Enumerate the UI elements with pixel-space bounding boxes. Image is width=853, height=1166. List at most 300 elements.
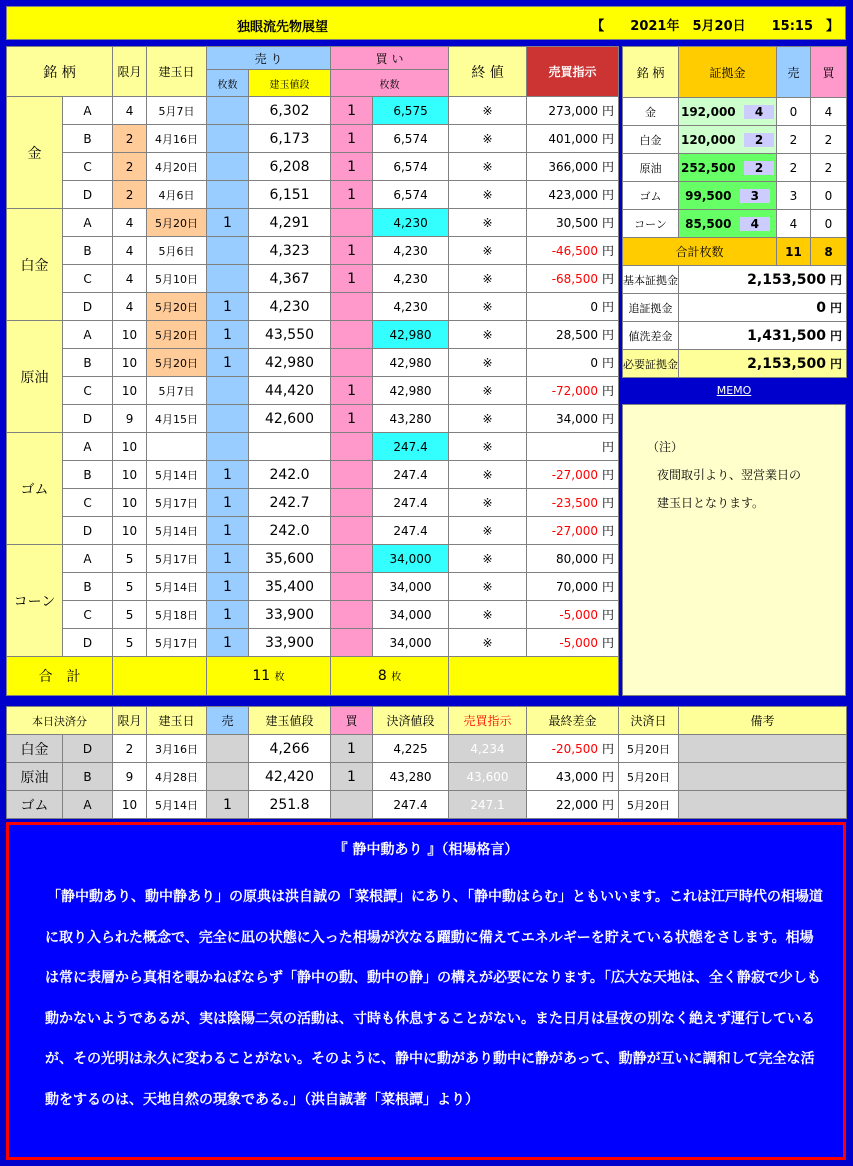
title-bar	[6, 6, 846, 40]
margin-total-buy: 8	[811, 238, 847, 266]
contract-code: B	[63, 237, 113, 265]
mark-to-market: 34,000 円	[527, 405, 619, 433]
settle-header-signal: 売買指示	[449, 707, 527, 735]
header-sell: 売 り	[207, 47, 331, 70]
memo-title[interactable]: MEMO	[622, 380, 846, 402]
table-row	[7, 209, 619, 237]
mark-to-market: -27,000 円	[527, 461, 619, 489]
position-date: 4月15日	[147, 405, 207, 433]
table-row	[7, 349, 619, 377]
header-month: 限月	[113, 47, 147, 97]
mark-to-market: -23,500 円	[527, 489, 619, 517]
table-row	[7, 377, 619, 405]
position-date: 4月20日	[147, 153, 207, 181]
contract-code: B	[63, 349, 113, 377]
mark-to-market: 円	[527, 433, 619, 461]
settle-buy	[331, 791, 373, 819]
close-price: 247.4	[373, 433, 449, 461]
positions-table	[6, 46, 619, 696]
table-row	[7, 97, 619, 125]
header-name: 銘 柄	[7, 47, 113, 97]
buy-count: 1	[331, 265, 373, 293]
position-date: 5月7日	[147, 377, 207, 405]
table-row	[7, 405, 619, 433]
settle-row	[7, 735, 847, 763]
close-price: 34,000	[373, 573, 449, 601]
sell-count	[207, 181, 249, 209]
contract-code: C	[63, 601, 113, 629]
contract-month: 4	[113, 293, 147, 321]
close-price: 247.4	[373, 517, 449, 545]
signal: ※	[449, 433, 527, 461]
signal: ※	[449, 573, 527, 601]
buy-count	[331, 293, 373, 321]
signal: ※	[449, 153, 527, 181]
signal: ※	[449, 377, 527, 405]
contract-month: 9	[113, 405, 147, 433]
proverb-box	[6, 822, 846, 1160]
proverb-body: 「静中動あり、動中静あり」の原典は洪自誠の「菜根譚」にあり、「静中動はらむ」ともいいます。これは江戸時代の相場道に取り入られた概念で、完全に凪の状態に入った相場が次なる躍動に備えてエネルギーを貯えている状態をさします。相場は常に表層から真相を覗かねばならず「静中の動、動中の静」の構えが必要になります。「広大な天地は、全く静寂で少しも動かないようであるが、実は陰陽二気の活動は、寸時も休息することがない。また日月は昼夜の別なく絶えず運行しているが、その光明は永久に変わることがない。そのように、静中に動があり動中に静があって、動静が互いに調和して完全な活動をするのは、天地自然の現象である。」（洪自誠著「菜根譚」より）	[45, 889, 823, 1108]
position-date: 5月6日	[147, 237, 207, 265]
settle-header-label: 本日決済分	[7, 707, 113, 735]
summary-label: 必要証拠金	[623, 350, 679, 378]
signal: ※	[449, 489, 527, 517]
table-row	[7, 153, 619, 181]
header-price: 建玉値段	[249, 70, 331, 97]
summary-value: 2,153,500 円	[679, 266, 847, 294]
margin-total-sell: 11	[777, 238, 811, 266]
table-row	[7, 545, 619, 573]
close-price: 4,230	[373, 209, 449, 237]
position-price: 43,550	[249, 321, 331, 349]
position-price: 242.0	[249, 461, 331, 489]
settle-close: 4,225	[373, 735, 449, 763]
buy-count: 1	[331, 125, 373, 153]
contract-code: C	[63, 265, 113, 293]
table-row	[7, 573, 619, 601]
commodity-name: ゴム	[7, 433, 63, 545]
total-buy: 8 枚	[331, 657, 449, 696]
close-price: 6,574	[373, 153, 449, 181]
settle-close: 247.4	[373, 791, 449, 819]
margin-amount: 120,000 2	[679, 126, 777, 154]
position-price: 242.7	[249, 489, 331, 517]
signal: ※	[449, 293, 527, 321]
margin-amount: 192,000 4	[679, 98, 777, 126]
position-date: 5月20日	[147, 293, 207, 321]
close-price: 34,000	[373, 545, 449, 573]
close-price: 4,230	[373, 265, 449, 293]
margin-amount: 99,500 3	[679, 182, 777, 210]
buy-count: 1	[331, 237, 373, 265]
header-close: 終 値	[449, 47, 527, 97]
mark-to-market: 401,000 円	[527, 125, 619, 153]
settle-diff: -20,500 円	[527, 735, 619, 763]
contract-month: 10	[113, 321, 147, 349]
close-price: 42,980	[373, 349, 449, 377]
mark-to-market: 30,500 円	[527, 209, 619, 237]
summary-label: 値洗差金	[623, 322, 679, 350]
position-price: 35,600	[249, 545, 331, 573]
header-signal: 売買指示	[527, 47, 619, 97]
contract-code: A	[63, 321, 113, 349]
margin-buy: 0	[811, 182, 847, 210]
sell-count	[207, 97, 249, 125]
table-row	[7, 629, 619, 657]
signal: ※	[449, 97, 527, 125]
margin-sell: 4	[777, 210, 811, 238]
contract-code: A	[63, 433, 113, 461]
position-date: 5月18日	[147, 601, 207, 629]
settle-signal: 4,234	[449, 735, 527, 763]
position-price: 4,323	[249, 237, 331, 265]
settle-commodity: 原油	[7, 763, 63, 791]
contract-month: 10	[113, 461, 147, 489]
memo-line: （注）	[647, 440, 684, 454]
table-row	[7, 321, 619, 349]
position-date: 5月14日	[147, 517, 207, 545]
mark-to-market: 70,000 円	[527, 573, 619, 601]
margin-header-sell: 売	[777, 47, 811, 98]
buy-count	[331, 601, 373, 629]
contract-month: 10	[113, 489, 147, 517]
close-price: 34,000	[373, 601, 449, 629]
settle-header-sell: 売	[207, 707, 249, 735]
mark-to-market: 423,000 円	[527, 181, 619, 209]
margin-summary-row	[623, 322, 847, 350]
settle-price: 42,420	[249, 763, 331, 791]
commodity-name: コーン	[7, 545, 63, 657]
mark-to-market: 366,000 円	[527, 153, 619, 181]
sell-count	[207, 377, 249, 405]
margin-header-buy: 買	[811, 47, 847, 98]
settle-code: A	[63, 791, 113, 819]
sell-count: 1	[207, 573, 249, 601]
contract-month: 2	[113, 181, 147, 209]
settle-header-month: 限月	[113, 707, 147, 735]
settle-note	[679, 791, 847, 819]
memo-line: 建玉日となります。	[657, 496, 765, 510]
close-price: 34,000	[373, 629, 449, 657]
signal: ※	[449, 545, 527, 573]
table-row	[7, 265, 619, 293]
settle-settle-date: 5月20日	[619, 763, 679, 791]
settle-price: 251.8	[249, 791, 331, 819]
contract-code: A	[63, 97, 113, 125]
contract-code: D	[63, 629, 113, 657]
signal: ※	[449, 237, 527, 265]
total-sell: 11 枚	[207, 657, 331, 696]
sell-count: 1	[207, 321, 249, 349]
report-datetime: 【 2021年 5月20日 15:15 】	[591, 19, 839, 34]
contract-code: B	[63, 573, 113, 601]
settle-diff: 22,000 円	[527, 791, 619, 819]
margin-sell: 3	[777, 182, 811, 210]
signal: ※	[449, 405, 527, 433]
settle-commodity: 白金	[7, 735, 63, 763]
summary-label: 基本証拠金	[623, 266, 679, 294]
summary-label: 追証拠金	[623, 294, 679, 322]
table-row	[7, 601, 619, 629]
settle-header-buy: 買	[331, 707, 373, 735]
position-date: 5月17日	[147, 629, 207, 657]
buy-count	[331, 433, 373, 461]
settle-buy: 1	[331, 735, 373, 763]
buy-count	[331, 209, 373, 237]
table-row	[7, 125, 619, 153]
mark-to-market: 0 円	[527, 293, 619, 321]
sell-count	[207, 153, 249, 181]
commodity-name: 原油	[7, 321, 63, 433]
contract-month: 4	[113, 209, 147, 237]
mark-to-market: -46,500 円	[527, 237, 619, 265]
close-price: 6,574	[373, 181, 449, 209]
close-price: 4,230	[373, 293, 449, 321]
margin-row	[623, 126, 847, 154]
settle-date: 5月14日	[147, 791, 207, 819]
buy-count	[331, 321, 373, 349]
contract-month: 4	[113, 265, 147, 293]
position-date: 5月10日	[147, 265, 207, 293]
position-price: 6,151	[249, 181, 331, 209]
margin-amount: 252,500 2	[679, 154, 777, 182]
contract-month: 2	[113, 125, 147, 153]
settle-month: 10	[113, 791, 147, 819]
mark-to-market: 80,000 円	[527, 545, 619, 573]
margin-row	[623, 182, 847, 210]
mark-to-market: 0 円	[527, 349, 619, 377]
close-price: 42,980	[373, 321, 449, 349]
position-price: 33,900	[249, 601, 331, 629]
margin-summary-row	[623, 266, 847, 294]
contract-code: B	[63, 125, 113, 153]
sell-count: 1	[207, 545, 249, 573]
sell-count: 1	[207, 517, 249, 545]
buy-count	[331, 545, 373, 573]
sell-count: 1	[207, 293, 249, 321]
close-price: 247.4	[373, 489, 449, 517]
contract-code: D	[63, 181, 113, 209]
contract-month: 2	[113, 153, 147, 181]
settle-month: 9	[113, 763, 147, 791]
margin-sell: 2	[777, 126, 811, 154]
settle-sell: 1	[207, 791, 249, 819]
table-row	[7, 461, 619, 489]
summary-value: 1,431,500 円	[679, 322, 847, 350]
settle-header-settle-price: 決済値段	[373, 707, 449, 735]
sell-count: 1	[207, 349, 249, 377]
settle-row	[7, 791, 847, 819]
contract-month: 5	[113, 629, 147, 657]
margin-buy: 4	[811, 98, 847, 126]
signal: ※	[449, 265, 527, 293]
settle-diff: 43,000 円	[527, 763, 619, 791]
settle-settle-date: 5月20日	[619, 735, 679, 763]
settle-row	[7, 763, 847, 791]
settle-header-diff: 最終差金	[527, 707, 619, 735]
settle-header-price: 建玉値段	[249, 707, 331, 735]
settle-date: 4月28日	[147, 763, 207, 791]
margin-amount: 85,500 4	[679, 210, 777, 238]
signal: ※	[449, 517, 527, 545]
contract-code: D	[63, 405, 113, 433]
mark-to-market: -5,000 円	[527, 601, 619, 629]
contract-month: 5	[113, 573, 147, 601]
position-date: 5月14日	[147, 461, 207, 489]
close-price: 42,980	[373, 377, 449, 405]
contract-code: D	[63, 293, 113, 321]
position-date: 5月20日	[147, 349, 207, 377]
margin-header-name: 銘 柄	[623, 47, 679, 98]
close-price: 43,280	[373, 405, 449, 433]
position-date: 5月17日	[147, 545, 207, 573]
header-sell-count: 枚数	[207, 70, 249, 97]
margin-total-row	[623, 238, 847, 266]
position-date: 5月17日	[147, 489, 207, 517]
memo-line: 夜間取引より、翌営業日の	[657, 468, 802, 482]
margin-table	[622, 46, 847, 378]
sell-count	[207, 433, 249, 461]
table-row	[7, 517, 619, 545]
mark-to-market: -72,000 円	[527, 377, 619, 405]
contract-code: B	[63, 461, 113, 489]
margin-commodity: 原油	[623, 154, 679, 182]
signal: ※	[449, 181, 527, 209]
position-price: 4,291	[249, 209, 331, 237]
settle-header-note: 備考	[679, 707, 847, 735]
contract-code: C	[63, 489, 113, 517]
buy-count: 1	[331, 377, 373, 405]
contract-month: 5	[113, 601, 147, 629]
settle-signal: 247.1	[449, 791, 527, 819]
buy-count: 1	[331, 153, 373, 181]
settle-code: B	[63, 763, 113, 791]
settle-buy: 1	[331, 763, 373, 791]
contract-month: 5	[113, 545, 147, 573]
position-price: 35,400	[249, 573, 331, 601]
buy-count	[331, 489, 373, 517]
contract-month: 10	[113, 433, 147, 461]
position-price: 42,600	[249, 405, 331, 433]
position-price	[249, 433, 331, 461]
sell-count: 1	[207, 209, 249, 237]
buy-count: 1	[331, 97, 373, 125]
table-row	[7, 293, 619, 321]
settle-code: D	[63, 735, 113, 763]
contract-code: A	[63, 545, 113, 573]
position-date: 5月20日	[147, 209, 207, 237]
mark-to-market: -5,000 円	[527, 629, 619, 657]
position-price: 42,980	[249, 349, 331, 377]
sell-count	[207, 237, 249, 265]
header-buy-count: 枚数	[331, 70, 449, 97]
signal: ※	[449, 209, 527, 237]
buy-count	[331, 629, 373, 657]
signal: ※	[449, 601, 527, 629]
table-row	[7, 237, 619, 265]
page-title: 独眼流先物展望	[237, 20, 329, 35]
margin-sell: 2	[777, 154, 811, 182]
mark-to-market: -68,500 円	[527, 265, 619, 293]
settle-close: 43,280	[373, 763, 449, 791]
settle-header-settle-date: 決済日	[619, 707, 679, 735]
mark-to-market: 28,500 円	[527, 321, 619, 349]
table-row	[7, 489, 619, 517]
summary-value: 0 円	[679, 294, 847, 322]
position-price: 6,173	[249, 125, 331, 153]
margin-buy: 0	[811, 210, 847, 238]
contract-month: 4	[113, 97, 147, 125]
buy-count: 1	[331, 405, 373, 433]
buy-count	[331, 517, 373, 545]
settle-month: 2	[113, 735, 147, 763]
table-row	[7, 433, 619, 461]
sell-count: 1	[207, 461, 249, 489]
margin-commodity: コーン	[623, 210, 679, 238]
close-price: 6,575	[373, 97, 449, 125]
header-date: 建玉日	[147, 47, 207, 97]
commodity-name: 白金	[7, 209, 63, 321]
total-label: 合 計	[7, 657, 113, 696]
position-price: 6,302	[249, 97, 331, 125]
sell-count: 1	[207, 629, 249, 657]
position-date: 5月20日	[147, 321, 207, 349]
margin-summary-row	[623, 294, 847, 322]
position-date: 5月14日	[147, 573, 207, 601]
commodity-name: 金	[7, 97, 63, 209]
margin-row	[623, 210, 847, 238]
close-price: 4,230	[373, 237, 449, 265]
position-date: 4月16日	[147, 125, 207, 153]
mark-to-market: -27,000 円	[527, 517, 619, 545]
margin-header-margin: 証拠金	[679, 47, 777, 98]
sell-count	[207, 265, 249, 293]
settle-note	[679, 735, 847, 763]
header-buy: 買 い	[331, 47, 449, 70]
buy-count	[331, 461, 373, 489]
sell-count: 1	[207, 489, 249, 517]
contract-code: D	[63, 517, 113, 545]
signal: ※	[449, 349, 527, 377]
sell-count	[207, 125, 249, 153]
table-row	[7, 181, 619, 209]
settle-sell	[207, 735, 249, 763]
sell-count	[207, 405, 249, 433]
settle-price: 4,266	[249, 735, 331, 763]
position-price: 44,420	[249, 377, 331, 405]
position-date: 5月7日	[147, 97, 207, 125]
contract-code: C	[63, 377, 113, 405]
proverb-title: 『 静中動あり 』（相場格言）	[333, 842, 519, 858]
margin-total-label: 合計枚数	[623, 238, 777, 266]
sell-count: 1	[207, 601, 249, 629]
close-price: 247.4	[373, 461, 449, 489]
margin-commodity: 白金	[623, 126, 679, 154]
buy-count	[331, 573, 373, 601]
settlement-table	[6, 706, 847, 819]
margin-sell: 0	[777, 98, 811, 126]
contract-month: 10	[113, 517, 147, 545]
margin-summary-row	[623, 350, 847, 378]
summary-value: 2,153,500 円	[679, 350, 847, 378]
signal: ※	[449, 125, 527, 153]
close-price: 6,574	[373, 125, 449, 153]
signal: ※	[449, 629, 527, 657]
margin-buy: 2	[811, 126, 847, 154]
contract-month: 10	[113, 349, 147, 377]
position-price: 4,367	[249, 265, 331, 293]
margin-commodity: ゴム	[623, 182, 679, 210]
